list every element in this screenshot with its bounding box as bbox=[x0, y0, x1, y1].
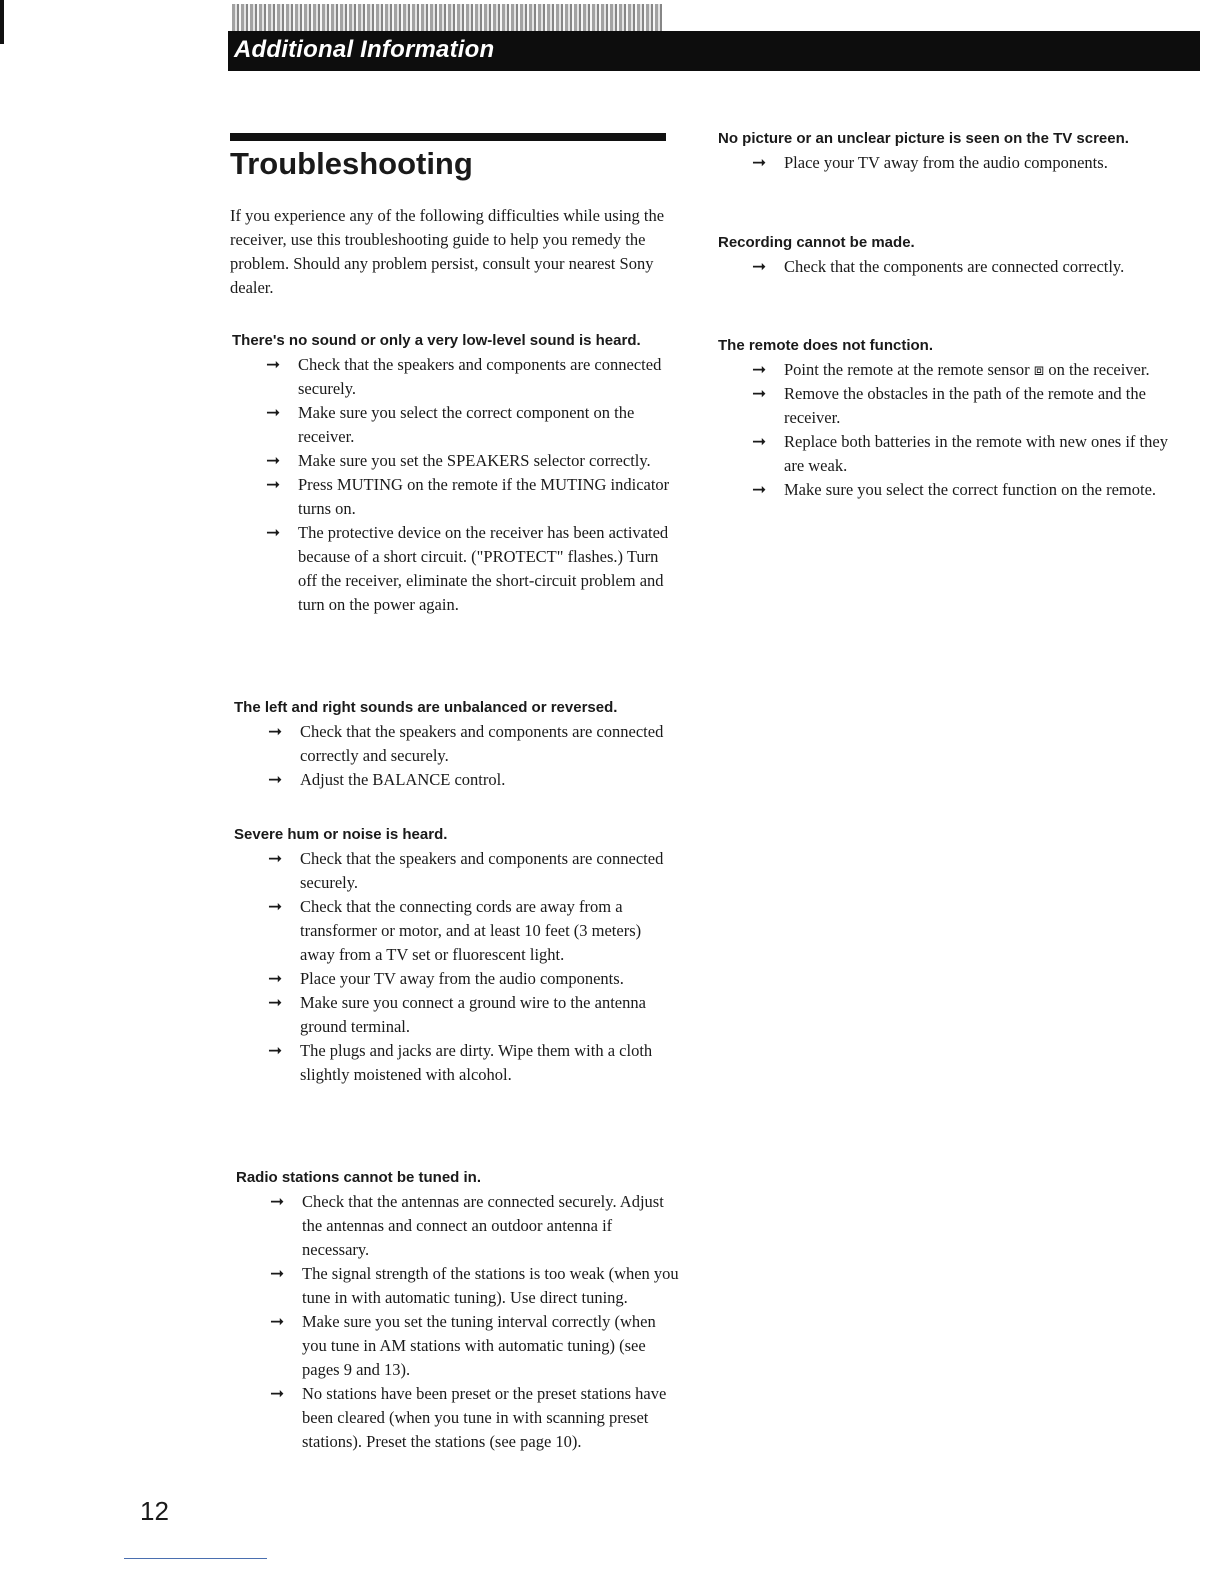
symptom-heading: There's no sound or only a very low-level sound is heard. bbox=[232, 332, 641, 349]
remedy-item bbox=[718, 478, 1168, 502]
header-texture bbox=[232, 4, 662, 31]
section-header-bar bbox=[228, 31, 1200, 71]
problem-no-sound bbox=[232, 331, 677, 617]
problem-radio-tuning bbox=[236, 1168, 681, 1454]
footer-rule bbox=[124, 1558, 267, 1559]
remedy-item bbox=[232, 449, 677, 473]
remedy-item bbox=[718, 382, 1168, 430]
symptom-heading: Severe hum or noise is heard. bbox=[234, 826, 448, 843]
remedy-text: Remove the obstacles in the path of the remote and the receiver. bbox=[784, 384, 1146, 427]
right-arrow-icon: ➞ bbox=[268, 722, 283, 742]
remedy-item bbox=[236, 1382, 681, 1454]
right-arrow-icon: ➞ bbox=[268, 770, 283, 790]
remedy-item bbox=[718, 151, 1168, 175]
right-arrow-icon: ➞ bbox=[752, 257, 767, 277]
problem-no-picture bbox=[718, 129, 1168, 175]
remedy-text: Make sure you select the correct component on the receiver. bbox=[298, 403, 635, 446]
right-arrow-icon: ➞ bbox=[268, 1041, 283, 1061]
remedy-list bbox=[234, 847, 679, 1087]
page-title: Troubleshooting bbox=[230, 146, 473, 181]
remedy-list bbox=[718, 151, 1168, 175]
remedy-text: No stations have been preset or the preset stations have been cleared (when you tune in with scanning preset stations). Preset the stations (see page 10). bbox=[302, 1384, 667, 1451]
symptom-heading: Radio stations cannot be tuned in. bbox=[236, 1169, 482, 1186]
right-arrow-icon: ➞ bbox=[268, 897, 283, 917]
problem-unbalanced bbox=[234, 698, 679, 792]
remedy-text: Adjust the BALANCE control. bbox=[300, 770, 506, 789]
right-arrow-icon: ➞ bbox=[752, 153, 767, 173]
right-arrow-icon: ➞ bbox=[266, 403, 281, 423]
right-arrow-icon: ➞ bbox=[268, 969, 283, 989]
remedy-text: Check that the components are connected correctly. bbox=[784, 257, 1125, 276]
remedy-item bbox=[718, 255, 1168, 279]
remedy-item bbox=[234, 1039, 679, 1087]
remedy-text: The signal strength of the stations is too weak (when you tune in with automatic tuning). Use direct tuning. bbox=[302, 1264, 679, 1307]
right-arrow-icon: ➞ bbox=[266, 475, 281, 495]
symptom-heading: The left and right sounds are unbalanced or reversed. bbox=[234, 699, 618, 716]
page-number: 12 bbox=[140, 1496, 169, 1526]
right-arrow-icon: ➞ bbox=[270, 1264, 285, 1284]
remedy-text: The plugs and jacks are dirty. Wipe them with a cloth slightly moistened with alcohol. bbox=[300, 1041, 653, 1084]
problem-remote bbox=[718, 336, 1168, 502]
remedy-text: Check that the connecting cords are away from a transformer or motor, and at least 10 feet (3 meters) away from a TV set or fluorescent light. bbox=[300, 897, 642, 964]
right-arrow-icon: ➞ bbox=[266, 355, 281, 375]
remedy-item bbox=[234, 768, 679, 792]
remedy-text: The protective device on the receiver has been activated because of a short circuit. ("PROTECT" flashes.) Turn off the receiver, eliminate the short-circuit problem and turn on the power again. bbox=[298, 523, 669, 614]
symptom-heading: Recording cannot be made. bbox=[718, 234, 915, 251]
scan-edge-mark bbox=[0, 0, 4, 44]
remedy-list bbox=[234, 720, 679, 792]
remedy-item bbox=[234, 895, 679, 967]
remedy-item bbox=[234, 967, 679, 991]
symptom-heading: No picture or an unclear picture is seen on the TV screen. bbox=[718, 130, 1129, 147]
problem-hum-noise bbox=[234, 825, 679, 1087]
section-title: Additional Information bbox=[234, 36, 495, 63]
right-arrow-icon: ➞ bbox=[266, 451, 281, 471]
remedy-list bbox=[232, 353, 677, 617]
remedy-list bbox=[718, 358, 1168, 502]
right-arrow-icon: ➞ bbox=[752, 480, 767, 500]
right-arrow-icon: ➞ bbox=[268, 849, 283, 869]
remedy-text: Make sure you set the SPEAKERS selector correctly. bbox=[298, 451, 651, 470]
remedy-list bbox=[236, 1190, 681, 1454]
intro-paragraph: If you experience any of the following difficulties while using the receiver, use this troubleshooting guide to help you remedy the problem. Should any problem persist, consult your nearest Sony dealer. bbox=[230, 206, 665, 297]
remedy-list bbox=[718, 255, 1168, 279]
remedy-text: Check that the speakers and components are connected securely. bbox=[298, 355, 662, 398]
remedy-text: Press MUTING on the remote if the MUTING indicator turns on. bbox=[298, 475, 670, 518]
remedy-text: Check that the antennas are connected securely. Adjust the antennas and connect an outdoor antenna if necessary. bbox=[302, 1192, 664, 1259]
right-arrow-icon: ➞ bbox=[270, 1192, 285, 1212]
right-arrow-icon: ➞ bbox=[270, 1312, 285, 1332]
right-arrow-icon: ➞ bbox=[270, 1384, 285, 1404]
remedy-item bbox=[718, 430, 1168, 478]
remedy-item bbox=[236, 1262, 681, 1310]
title-rule bbox=[230, 133, 666, 141]
remedy-text: Point the remote at the remote sensor ⧈ on the receiver. bbox=[784, 360, 1150, 379]
symptom-heading: The remote does not function. bbox=[718, 337, 934, 354]
remedy-text: Make sure you select the correct function on the remote. bbox=[784, 480, 1157, 499]
remedy-item bbox=[718, 358, 1168, 382]
right-arrow-icon: ➞ bbox=[268, 993, 283, 1013]
problem-recording bbox=[718, 233, 1168, 279]
right-arrow-icon: ➞ bbox=[752, 360, 767, 380]
remedy-text: Make sure you set the tuning interval correctly (when you tune in AM stations with automatic tuning) (see pages 9 and 13). bbox=[302, 1312, 656, 1379]
remedy-item bbox=[232, 521, 677, 617]
remedy-text: Place your TV away from the audio components. bbox=[300, 969, 624, 988]
remedy-text: Make sure you connect a ground wire to the antenna ground terminal. bbox=[300, 993, 646, 1036]
remedy-item bbox=[236, 1310, 681, 1382]
remedy-text: Check that the speakers and components are connected correctly and securely. bbox=[300, 722, 664, 765]
remedy-item bbox=[232, 473, 677, 521]
remedy-item bbox=[234, 847, 679, 895]
right-arrow-icon: ➞ bbox=[752, 384, 767, 404]
remedy-item bbox=[236, 1190, 681, 1262]
remedy-item bbox=[232, 353, 677, 401]
remedy-text: Replace both batteries in the remote with new ones if they are weak. bbox=[784, 432, 1168, 475]
remedy-text: Place your TV away from the audio components. bbox=[784, 153, 1108, 172]
right-arrow-icon: ➞ bbox=[266, 523, 281, 543]
remedy-text: Check that the speakers and components are connected securely. bbox=[300, 849, 664, 892]
remedy-item bbox=[234, 991, 679, 1039]
remedy-item bbox=[234, 720, 679, 768]
right-arrow-icon: ➞ bbox=[752, 432, 767, 452]
remedy-item bbox=[232, 401, 677, 449]
